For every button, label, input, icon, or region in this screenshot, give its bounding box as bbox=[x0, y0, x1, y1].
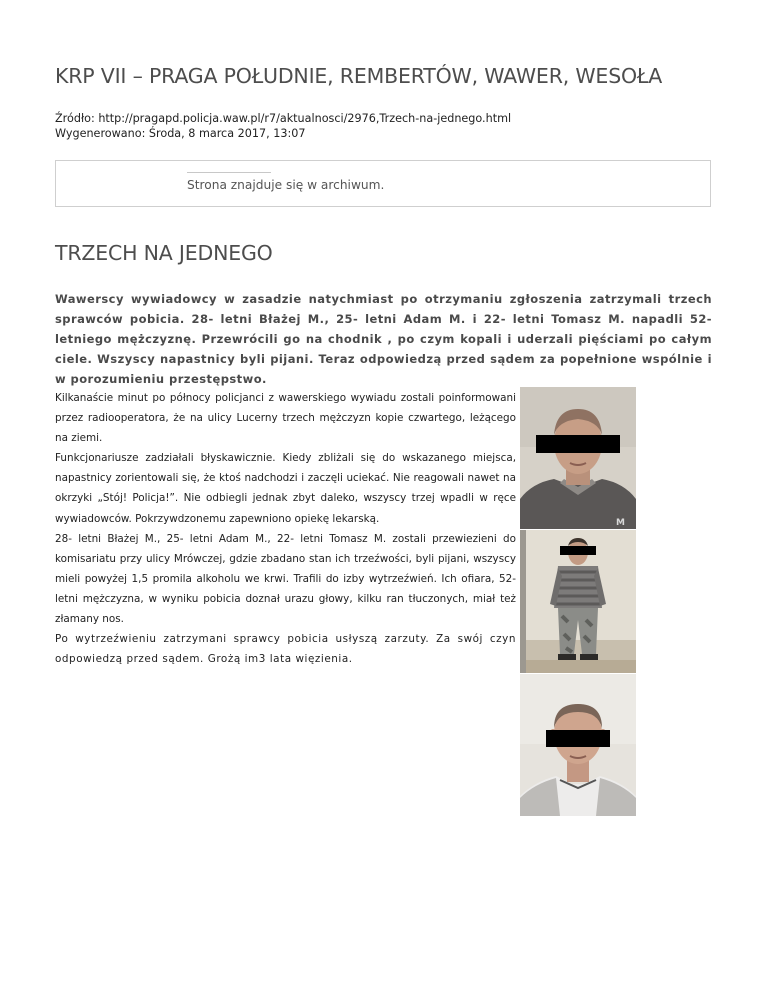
svg-text:M: M bbox=[616, 518, 625, 528]
archive-divider bbox=[187, 172, 271, 173]
suspect-photo-3 bbox=[520, 674, 636, 816]
suspect-photo-2 bbox=[520, 530, 636, 673]
generated-line: Wygenerowano: Środa, 8 marca 2017, 13:07 bbox=[55, 127, 306, 140]
site-title: KRP VII – PRAGA POŁUDNIE, REMBERTÓW, WAWER, WESOŁA bbox=[55, 64, 663, 88]
article-lead: Wawerscy wywiadowcy w zasadzie natychmiast po otrzymaniu zgłoszenia zatrzymali trzech sprawców pobicia. 28- letni Błażej M., 25- letni Adam M. i 22- letni Tomasz M. napadli 52- letniego mężczyznę. Przewrócili go na chodnik , po czym kopali i uderzali pięściami po całym ciele. Wszyscy napastnicy byli pijani. Teraz odpowiedzą przed sądem za popełnione wspólnie i w porozumieniu przestępstwo. bbox=[55, 292, 712, 386]
archive-notice-box bbox=[55, 160, 711, 207]
document-meta bbox=[55, 111, 511, 141]
article-body bbox=[55, 388, 516, 669]
article-paragraph: 28- letni Błażej M., 25- letni Adam M., 22- letni Tomasz M. zostali przewiezieni do komisariatu przy ulicy Mrówczej, gdzie zbadano stan ich trzeźwości, byli pijani, wszyscy mieli powyżej 1,5 promila alkoholu we krwi. Trafili do izby wytrzeźwień. Ich ofiara, 52- letni mężczyzna, w wyniku pobicia doznał urazu głowy, kilku ran tłuczonych, miał też złamany nos. bbox=[55, 532, 516, 626]
article-title: TRZECH NA JEDNEGO bbox=[55, 241, 273, 265]
suspect-photo-1 bbox=[520, 387, 636, 529]
article-paragraph: Funkcjonariusze zadziałali błyskawicznie. Kiedy zbliżali się do wskazanego miejsca, napastnicy zorientowali się, że ktoś nadchodzi i zaczęli uciekać. Nie reagowali nawet na okrzyki „Stój! Policja!”. Nie odbiegli jednak zbyt daleko, wszyscy trzej wpadli w ręce wywiadowców. Pokrzywdzonemu zapewniono opiekę lekarską. bbox=[55, 452, 516, 525]
source-line: Źródło: http://pragapd.policja.waw.pl/r7/aktualnosci/2976,Trzech-na-jednego.html bbox=[55, 112, 512, 125]
article-paragraph: Kilkanaście minut po północy policjanci z wawerskiego wywiadu zostali poinformowani przez radiooperatora, że na ulicy Lucerny trzech mężczyzn kopie czwartego, leżącego na ziemi. bbox=[55, 392, 516, 445]
article-paragraph: Po wytrzeźwieniu zatrzymani sprawcy pobicia usłyszą zarzuty. Za swój czyn odpowiedzą przed sądem. Grożą im3 lata więzienia. bbox=[55, 633, 516, 666]
archive-notice: Strona znajduje się w archiwum. bbox=[187, 178, 385, 192]
